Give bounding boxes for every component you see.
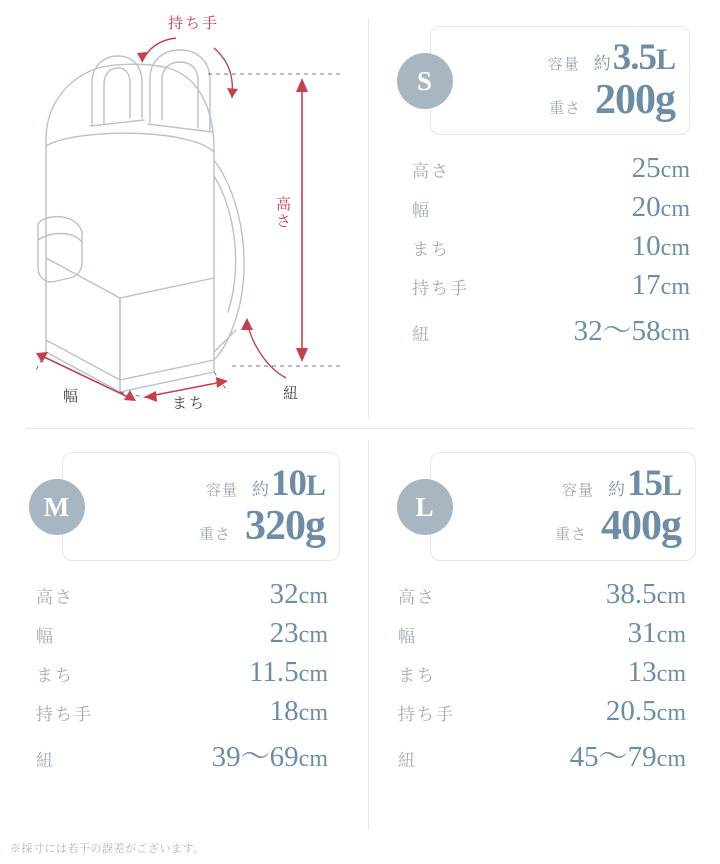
capacity-value-l: 15: [626, 463, 662, 504]
dim-label: 高さ: [412, 161, 450, 181]
dim-unit: cm: [656, 699, 686, 726]
dim-label: まち: [398, 665, 436, 685]
dim-unit: cm: [298, 621, 328, 648]
table-row: [398, 575, 686, 614]
table-row: [36, 653, 328, 692]
table-row: [36, 731, 328, 778]
capacity-approx-l: 約: [607, 480, 625, 499]
weight-label-l: 重さ: [554, 525, 587, 543]
summary-card-m: [43, 452, 340, 561]
size-block-m: [0, 436, 368, 778]
annotation-depth: まち: [172, 395, 207, 412]
table-row: [412, 266, 690, 305]
annotation-strap: 紐: [283, 385, 301, 402]
table-row: [412, 227, 690, 266]
dim-unit: cm: [298, 745, 328, 772]
capacity-value-s: 3.5: [612, 37, 656, 78]
dim-unit: cm: [656, 582, 686, 609]
dim-label: 紐: [412, 324, 431, 344]
dimension-table-m: [36, 575, 328, 778]
backpack-illustration: [0, 0, 368, 428]
table-row: [398, 614, 686, 653]
dim-unit: cm: [660, 319, 690, 346]
capacity-unit-m: L: [305, 469, 325, 502]
dim-value: 32: [269, 577, 299, 610]
footnote: ※採寸には若干の誤差がございます。: [10, 843, 205, 855]
dim-label: 持ち手: [36, 704, 93, 724]
annotation-handle: 持ち手: [168, 15, 220, 32]
dimension-table-l: [398, 575, 686, 778]
annotation-height: 高さ: [274, 196, 291, 230]
dim-value: 31: [627, 616, 657, 649]
capacity-label-s: 容量: [547, 56, 580, 73]
capacity-approx-m: 約: [251, 480, 269, 499]
capacity-approx-s: 約: [593, 54, 611, 73]
weight-value-m: 320g: [245, 502, 325, 549]
dim-value: 18: [269, 694, 299, 727]
dim-unit: cm: [298, 660, 328, 687]
dim-label: 持ち手: [412, 278, 469, 298]
dim-value: 38.5: [605, 577, 657, 610]
dim-value: 32〜58: [573, 314, 661, 347]
weight-row-m: [97, 504, 325, 548]
capacity-label-m: 容量: [205, 482, 238, 499]
table-row: [412, 149, 690, 188]
dim-value: 17: [631, 268, 661, 301]
table-row: [412, 305, 690, 352]
table-row: [412, 188, 690, 227]
dim-label: 高さ: [36, 587, 74, 607]
dim-value: 20.5: [605, 694, 657, 727]
size-block-l: [368, 436, 720, 778]
size-badge-s: S: [397, 53, 453, 109]
dim-label: 持ち手: [398, 704, 455, 724]
dim-value: 10: [631, 229, 661, 262]
table-row: [36, 692, 328, 731]
capacity-label-l: 容量: [561, 482, 594, 499]
dim-label: まち: [412, 239, 450, 259]
dim-unit: cm: [660, 234, 690, 261]
dim-label: 紐: [398, 750, 417, 770]
table-row: [36, 614, 328, 653]
dim-label: 幅: [412, 200, 431, 220]
weight-row-s: [465, 78, 675, 122]
dim-unit: cm: [298, 699, 328, 726]
dim-value: 11.5: [248, 655, 299, 688]
weight-value-s: 200g: [595, 76, 675, 123]
dim-label: 紐: [36, 750, 55, 770]
dim-label: 幅: [36, 626, 55, 646]
table-row: [398, 653, 686, 692]
size-block-s: [368, 10, 720, 352]
size-badge-l: L: [397, 479, 453, 535]
dim-unit: cm: [298, 582, 328, 609]
capacity-row-l: [465, 465, 681, 504]
dim-value: 25: [631, 151, 661, 184]
dim-unit: cm: [656, 745, 686, 772]
table-row: [36, 575, 328, 614]
dim-value: 39〜69: [211, 740, 299, 773]
dim-label: 幅: [398, 626, 417, 646]
summary-card-l: [415, 452, 696, 561]
dim-unit: cm: [660, 156, 690, 183]
weight-value-l: 400g: [601, 502, 681, 549]
dim-value: 13: [627, 655, 657, 688]
dim-label: 高さ: [398, 587, 436, 607]
dimension-table-s: [412, 149, 690, 352]
dim-value: 45〜79: [569, 740, 657, 773]
table-row: [398, 731, 686, 778]
dim-value: 23: [269, 616, 299, 649]
dim-unit: cm: [656, 660, 686, 687]
dim-unit: cm: [660, 195, 690, 222]
weight-row-l: [465, 504, 681, 548]
summary-card-s: [416, 26, 690, 135]
capacity-unit-l: L: [661, 469, 681, 502]
dim-unit: cm: [660, 273, 690, 300]
dim-value: 20: [631, 190, 661, 223]
divider-horizontal: [26, 428, 694, 429]
capacity-value-m: 10: [270, 463, 306, 504]
dim-label: まち: [36, 665, 74, 685]
capacity-unit-s: L: [655, 43, 675, 76]
weight-label-m: 重さ: [198, 525, 231, 543]
capacity-row-s: [465, 39, 675, 78]
weight-label-s: 重さ: [548, 99, 581, 117]
dim-unit: cm: [656, 621, 686, 648]
capacity-row-m: [97, 465, 325, 504]
backpack-line-drawing: [0, 0, 368, 428]
annotation-width: 幅: [63, 388, 81, 405]
size-badge-m: M: [29, 479, 85, 535]
table-row: [398, 692, 686, 731]
